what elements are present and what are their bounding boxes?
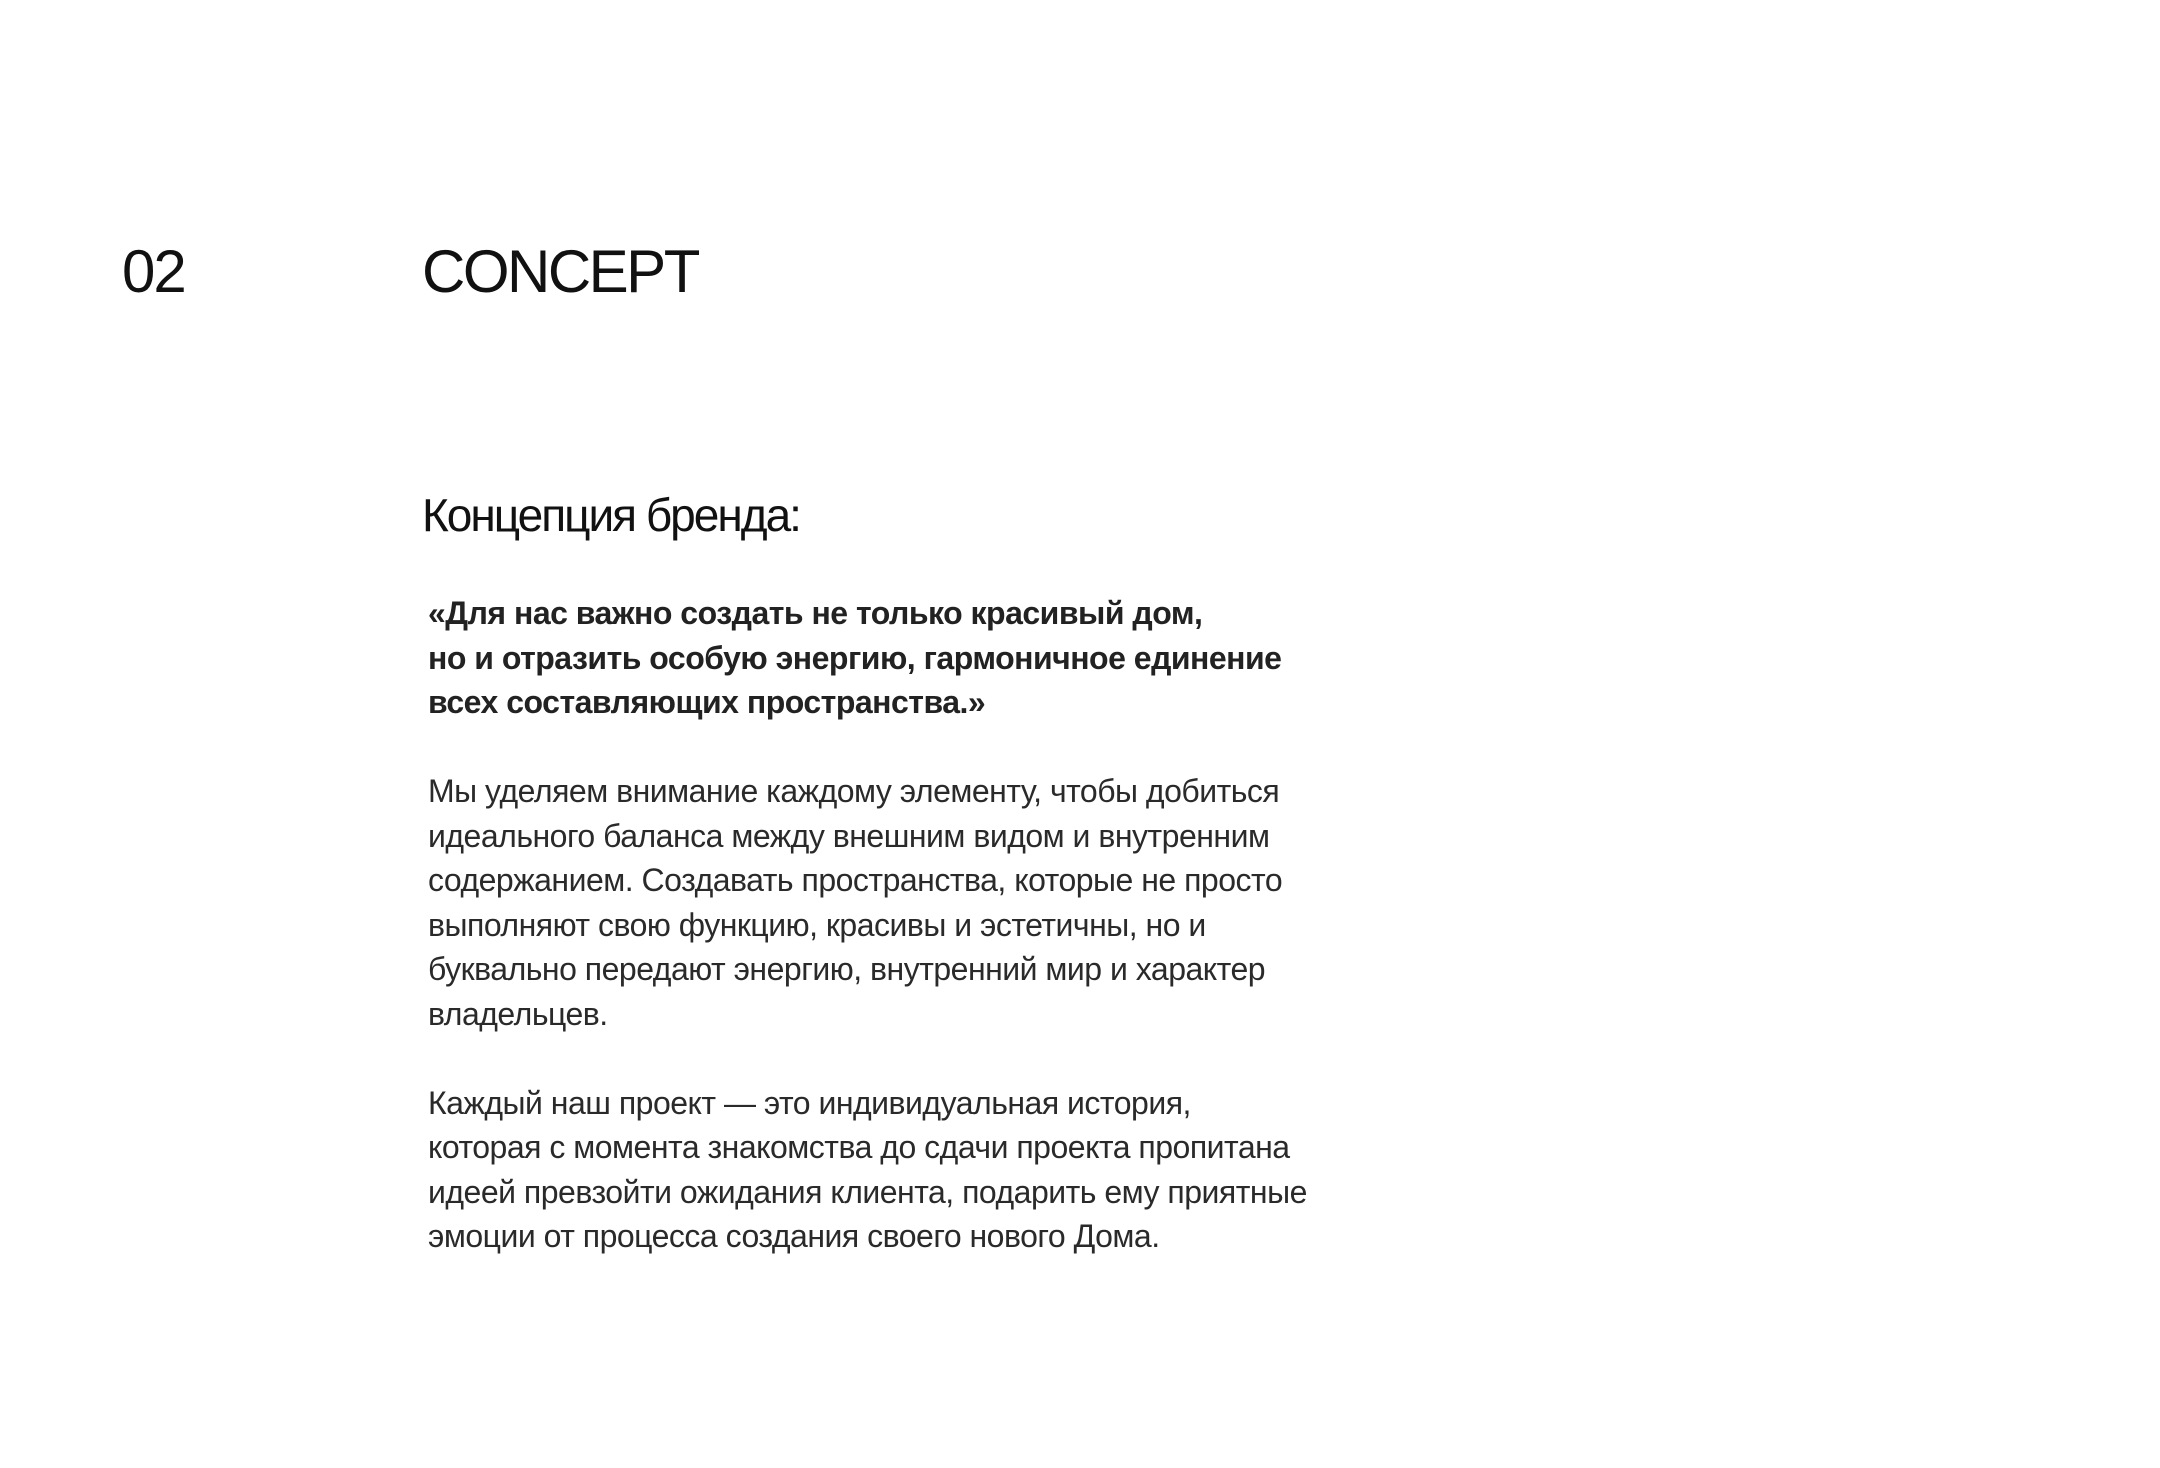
brand-quote [428,591,1422,725]
paragraph-line: идеей превзойти ожидания клиента, подарить ему приятные [428,1173,1307,1210]
quote-line: «Для нас важно создать не только красивый дом, [428,595,1203,631]
paragraph-line: выполняют свою функцию, красивы и эстетичны, но и [428,906,1206,943]
quote-line: но и отразить особую энергию, гармоничное единение [428,639,1282,676]
quote-line: всех составляющих пространства.» [428,684,986,720]
concept-paragraph-2 [428,1081,1422,1259]
paragraph-line: Каждый наш проект — это индивидуальная история, [428,1084,1191,1121]
section-title: CONCEPT [422,238,698,305]
paragraph-line: Мы уделяем внимание каждому элементу, чтобы добиться [428,773,1280,809]
paragraph-line: идеального баланса между внешним видом и внутренним [428,817,1270,854]
paragraph-line: буквально передают энергию, внутренний мир и характер [428,951,1266,987]
brand-concept-heading: Концепция бренда: [422,489,800,541]
section-number: 02 [122,238,185,305]
paragraph-line: которая с момента знакомства до сдачи проекта пропитана [428,1129,1290,1165]
paragraph-line: содержанием. Создавать пространства, которые не просто [428,862,1283,898]
concept-paragraph-1 [428,769,1422,1036]
paragraph-line: владельцев. [428,995,608,1032]
concept-content [422,485,1422,1259]
paragraph-line: эмоции от процесса создания своего нового Дома. [428,1218,1160,1254]
